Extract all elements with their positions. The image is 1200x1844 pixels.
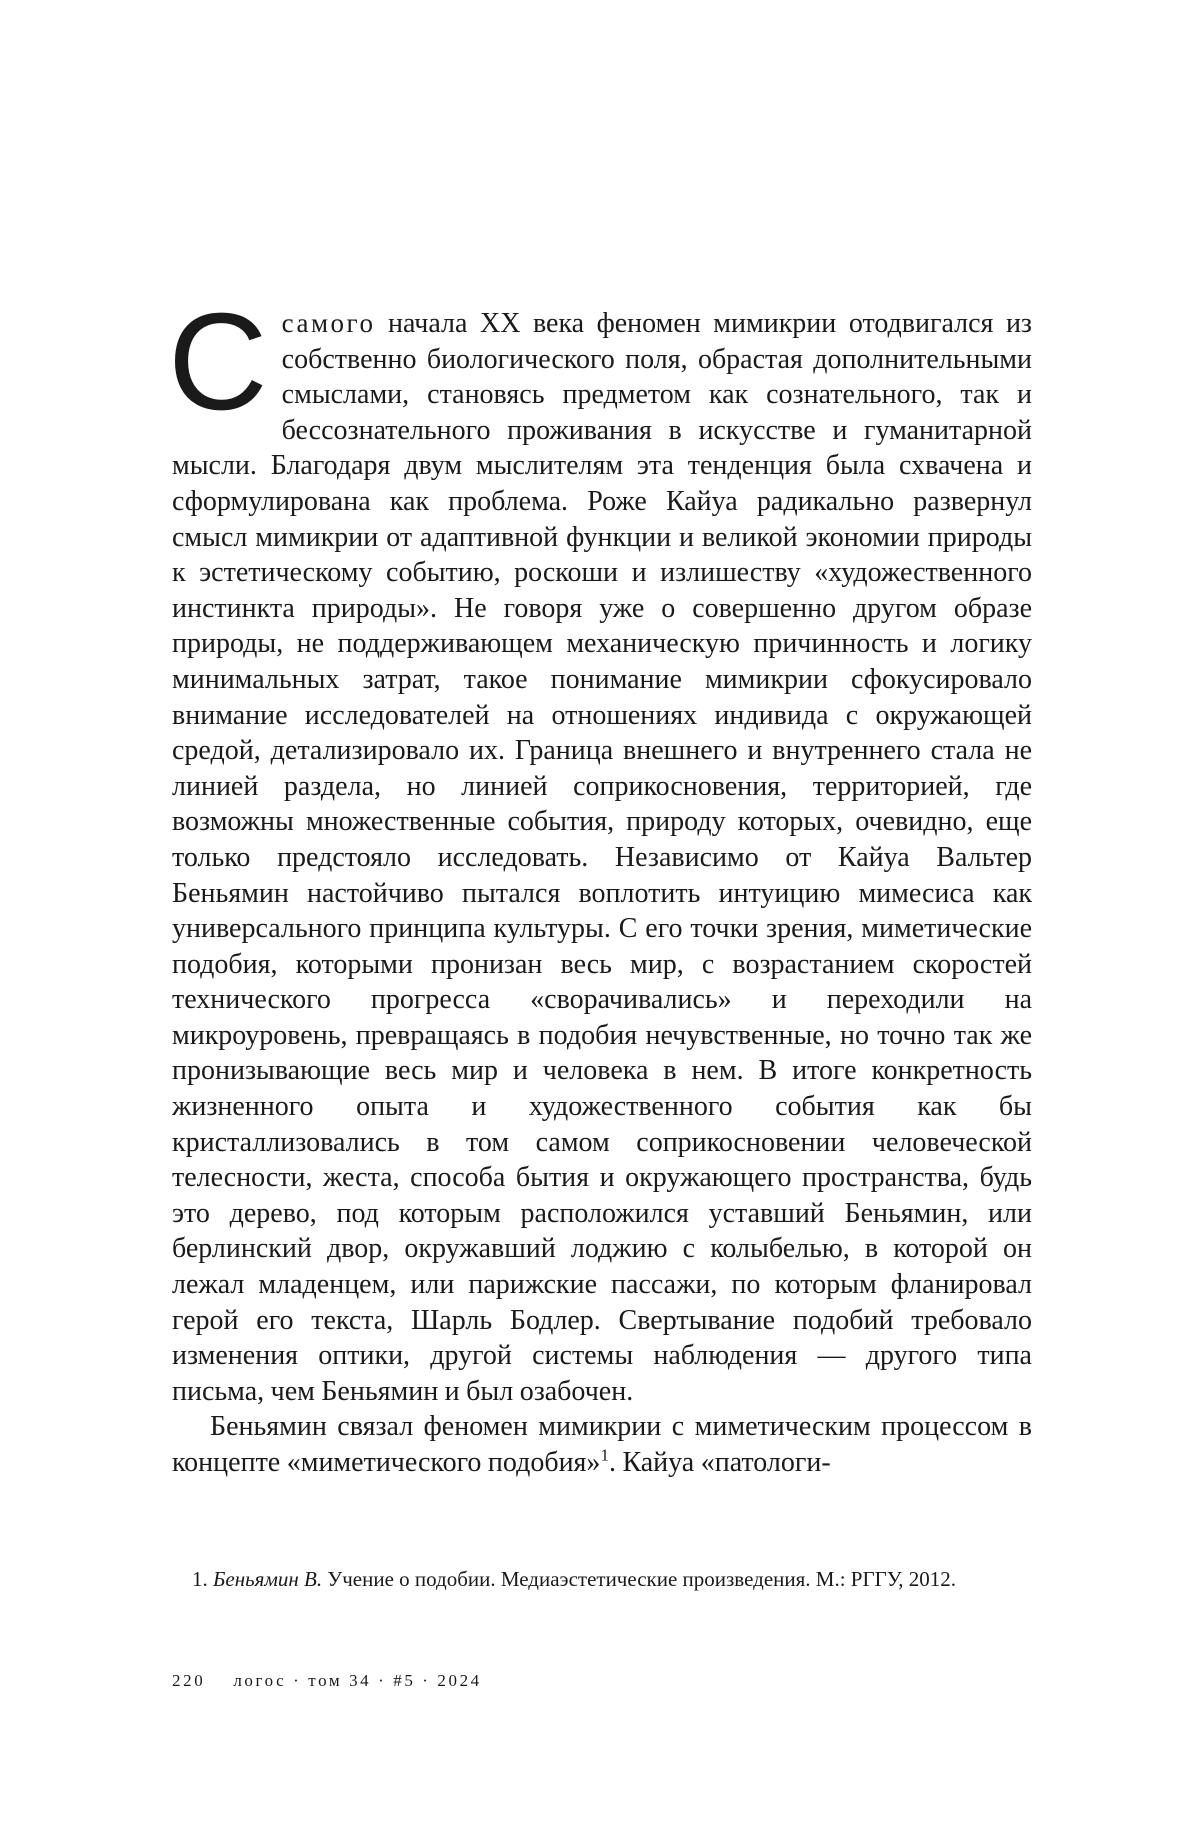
footnote-author: Беньямин В. <box>213 1567 323 1591</box>
article-body <box>168 285 1032 1481</box>
footnotes <box>172 1563 1032 1596</box>
running-footer <box>172 1671 482 1691</box>
paragraph-2-tail: . Кайуа «патологи- <box>608 1447 831 1478</box>
footnote-text: Учение о подобии. Медиаэстетические произведения. М.: РГГУ, 2012. <box>322 1567 956 1591</box>
footnote-number: 1. <box>192 1567 208 1591</box>
drop-cap: С <box>168 285 268 439</box>
paragraph-1-text: начала XX века феномен мимикрии отодвигался из собственно биологического поля, обрастая дополнительными смыслами, становясь предметом как сознательного, так и бессознательного проживания в искусстве и гуманитарной мысли. Благодаря двум мыслителям эта тенденция была схвачена и сформулирована как проблема. Роже Кайуа радикально развернул смысл мимикрии от адаптивной функции и великой экономии природы к эстетическому событию, роскоши и излишеству «художественного инстинкта природы». Не говоря уже о совершенно другом образе природы, не поддерживающем механическую причинность и логику минимальных затрат, такое понимание мимикрии сфокусировало внимание исследователей на отношениях индивида с окружающей средой, детализировало их. Граница внешнего и внутреннего стала не линией раздела, но линией соприкосновения, территорией, где возможны множественные события, природу которых, очевидно, еще только предстояло исследовать. Независимо от Кайуа Вальтер Беньямин настойчиво пытался воплотить интуицию мимесиса как универсального принципа культуры. С его точки зрения, миметические подобия, которыми пронизан весь мир, с возрастанием скоростей технического прогресса «сворачивались» и переходили на микроуровень, превращаясь в подобия нечувственные, но точно так же пронизывающие весь мир и человека в нем. В итоге конкретность жизненного опыта и художественного события как бы кристаллизовались в том самом соприкосновении человеческой телесности, жеста, способа бытия и окружающего пространства, будь это дерево, под которым расположился уставший Беньямин, или берлинский двор, окружавший лоджию с колыбелью, в которой он лежал младенцем, или парижские пассажи, по которым фланировал герой его текста, Шарль Бодлер. Свертывание подобий требовало изменения оптики, другой системы наблюдения — другого типа письма, чем Беньямин и был озабочен. <box>172 308 1032 1407</box>
opening-small-caps: самого <box>281 308 376 338</box>
footnote-reference[interactable]: 1 <box>600 1445 609 1465</box>
page-number: 220 <box>172 1671 206 1690</box>
journal-info: логос · том 34 · #5 · 2024 <box>233 1671 482 1690</box>
footnote-1 <box>172 1563 1032 1596</box>
paragraph-1 <box>168 285 1032 1409</box>
paragraph-2 <box>172 1409 1032 1480</box>
paragraph-2-text: Беньямин связал феномен мимикрии с миметическим процессом в концепте «миметического подобия» <box>172 1411 1032 1478</box>
